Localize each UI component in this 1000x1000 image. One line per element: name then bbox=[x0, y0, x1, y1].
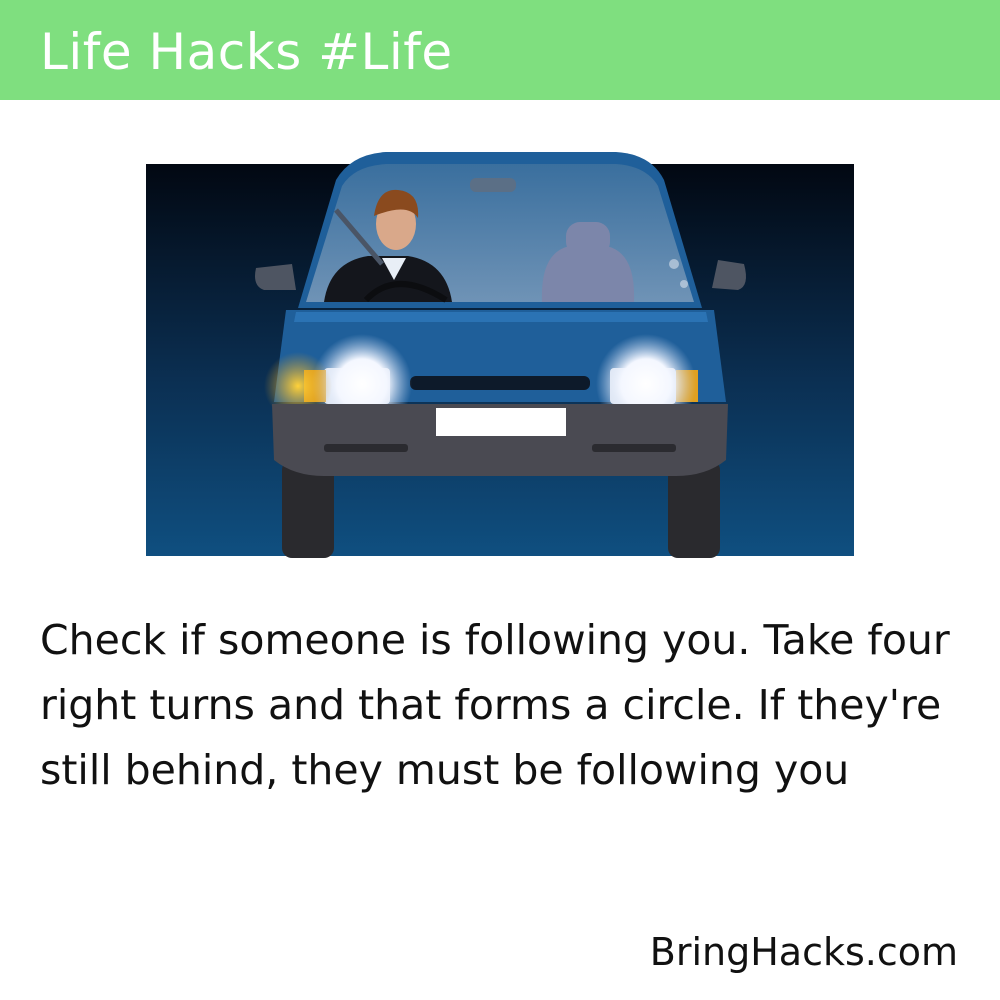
header-banner bbox=[0, 0, 1000, 100]
hack-caption: Check if someone is following you. Take four right turns and that forms a circle. If they're still behind, they must be following you bbox=[40, 616, 950, 794]
car-at-night-illustration bbox=[146, 140, 854, 560]
right-side-mirror bbox=[712, 260, 746, 290]
site-credit: BringHacks.com bbox=[649, 930, 958, 974]
grille bbox=[410, 376, 590, 390]
left-side-mirror bbox=[255, 264, 296, 290]
page-title: Life Hacks #Life bbox=[40, 23, 453, 81]
license-plate bbox=[436, 408, 566, 436]
car-at-night-svg bbox=[146, 140, 854, 560]
rearview-mirror bbox=[470, 178, 516, 192]
